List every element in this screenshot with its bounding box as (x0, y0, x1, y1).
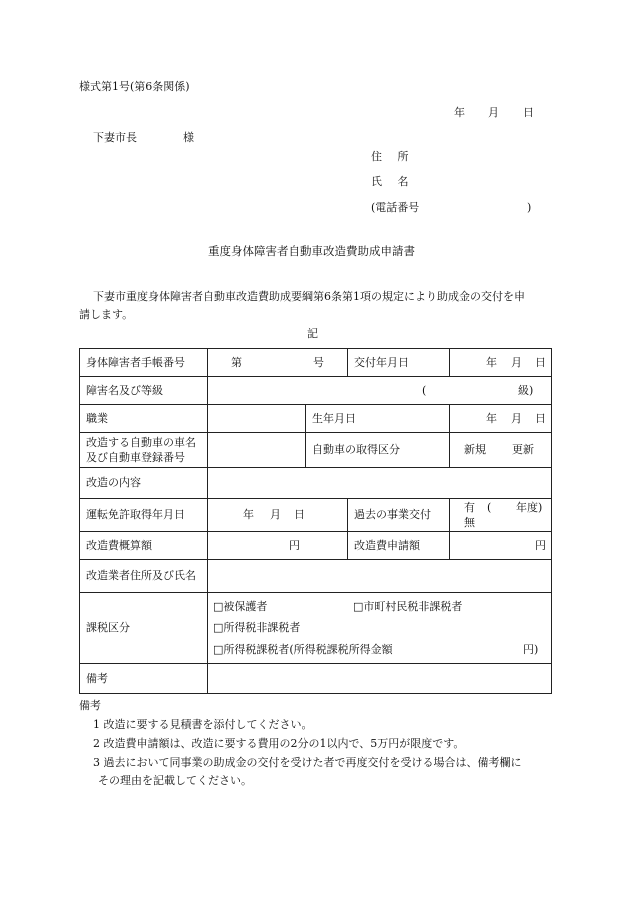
requested-amount-yen: 円 (535, 539, 546, 552)
past-grant-yes[interactable]: 有 (464, 501, 475, 514)
license-day: 日 (294, 508, 305, 521)
license-year: 年 (243, 508, 254, 521)
vehicle-name-label-line-1: 改造する自動車の車名 (86, 436, 196, 449)
applicant-name-label: 氏 名 (371, 175, 415, 188)
estimated-cost-yen: 円 (289, 539, 300, 552)
date-day-label: 日 (523, 106, 534, 119)
row-contractor (80, 560, 552, 593)
past-grant-no[interactable]: 無 (464, 516, 475, 529)
tax-option-income-taxed[interactable]: □所得税課税者(所得税課税所得金額 (213, 643, 393, 656)
date-year-label: 年 (454, 106, 465, 119)
past-grant-field[interactable] (450, 499, 552, 532)
applicant-phone-label: (電話番号 (371, 201, 420, 214)
tax-category-label: 課税区分 (80, 593, 208, 664)
row-license-date (80, 499, 552, 532)
grade-suffix: 級) (518, 384, 534, 397)
addressee: 下妻市長 (93, 131, 137, 144)
license-date-field[interactable] (208, 499, 348, 532)
ki-heading: 記 (307, 327, 318, 340)
vehicle-name-field[interactable] (208, 433, 306, 468)
birth-year: 年 (486, 412, 497, 425)
issue-day: 日 (535, 356, 546, 369)
estimated-cost-label: 改造費概算額 (80, 532, 208, 560)
tax-option-income-taxed-yen: 円) (523, 643, 539, 656)
row-occupation (80, 405, 552, 433)
handbook-number-label: 身体障害者手帳番号 (80, 349, 208, 377)
notes-heading: 備考 (79, 699, 101, 712)
handbook-no-suffix: 号 (313, 356, 324, 369)
license-month: 月 (270, 508, 281, 521)
acquisition-new[interactable]: 新規 (464, 443, 486, 456)
requested-amount-label: 改造費申請額 (348, 532, 450, 560)
tax-option-welfare[interactable]: □被保護者 (213, 600, 268, 613)
note-item-2: 2 改造費申請額は、改造に要する費用の2分の1以内で、5万円が限度です。 (93, 737, 465, 750)
license-date-label: 運転免許取得年月日 (80, 499, 208, 532)
acquisition-renew[interactable]: 更新 (512, 443, 534, 456)
past-grant-year-close: 年度) (516, 501, 543, 514)
note-item-3-continued: その理由を記載してください。 (98, 774, 252, 787)
row-disability-grade (80, 377, 552, 405)
issue-month: 月 (511, 356, 522, 369)
acquisition-type-label: 自動車の取得区分 (306, 433, 450, 468)
remarks-label: 備考 (80, 664, 208, 694)
contractor-label: 改造業者住所及び氏名 (80, 560, 208, 593)
occupation-field[interactable] (208, 405, 306, 433)
row-handbook-number (80, 349, 552, 377)
handbook-number-field[interactable] (208, 349, 348, 377)
acquisition-type-field[interactable] (450, 433, 552, 468)
application-form-table (79, 348, 552, 694)
birth-date-field[interactable] (450, 405, 552, 433)
past-grant-paren-open: ( (487, 501, 492, 514)
issue-date-field[interactable] (450, 349, 552, 377)
form-number: 様式第1号(第6条関係) (79, 80, 190, 93)
vehicle-name-label-line-2: 及び自動車登録番号 (86, 451, 185, 464)
tax-category-field (208, 593, 552, 664)
note-item-1: 1 改造に要する見積書を添付してください。 (93, 718, 313, 731)
tax-option-resident-exempt[interactable]: □市町村民税非課税者 (353, 600, 463, 613)
addressee-honorific: 様 (183, 131, 194, 144)
handbook-no-prefix: 第 (231, 356, 242, 369)
requested-amount-field[interactable] (450, 532, 552, 560)
birth-date-label: 生年月日 (306, 405, 450, 433)
applicant-address-label: 住 所 (371, 150, 415, 163)
modification-content-field[interactable] (208, 468, 552, 499)
issue-date-label: 交付年月日 (348, 349, 450, 377)
row-modification-content (80, 468, 552, 499)
disability-grade-field[interactable] (208, 377, 552, 405)
intro-line-1: 下妻市重度身体障害者自動車改造費助成要綱第6条第1項の規定により助成金の交付を申 (93, 290, 525, 303)
vehicle-name-label (80, 433, 208, 468)
applicant-phone-close: ) (527, 201, 532, 214)
issue-year: 年 (486, 356, 497, 369)
date-month-label: 月 (488, 106, 499, 119)
disability-grade-label: 障害名及び等級 (80, 377, 208, 405)
remarks-field[interactable] (208, 664, 552, 694)
document-title: 重度身体障害者自動車改造費助成申請書 (208, 244, 415, 258)
birth-month: 月 (511, 412, 522, 425)
row-tax-category (80, 593, 552, 664)
note-item-3: 3 過去において同事業の助成金の交付を受けた者で再度交付を受ける場合は、備考欄に (93, 756, 522, 769)
modification-content-label: 改造の内容 (80, 468, 208, 499)
intro-line-2: 請します。 (79, 308, 134, 321)
grade-paren-open: ( (422, 384, 427, 397)
row-vehicle (80, 433, 552, 468)
birth-day: 日 (535, 412, 546, 425)
tax-option-income-exempt[interactable]: □所得税非課税者 (213, 621, 301, 634)
estimated-cost-field[interactable] (208, 532, 348, 560)
row-remarks (80, 664, 552, 694)
occupation-label: 職業 (80, 405, 208, 433)
row-cost (80, 532, 552, 560)
past-grant-label: 過去の事業交付 (348, 499, 450, 532)
contractor-field[interactable] (208, 560, 552, 593)
